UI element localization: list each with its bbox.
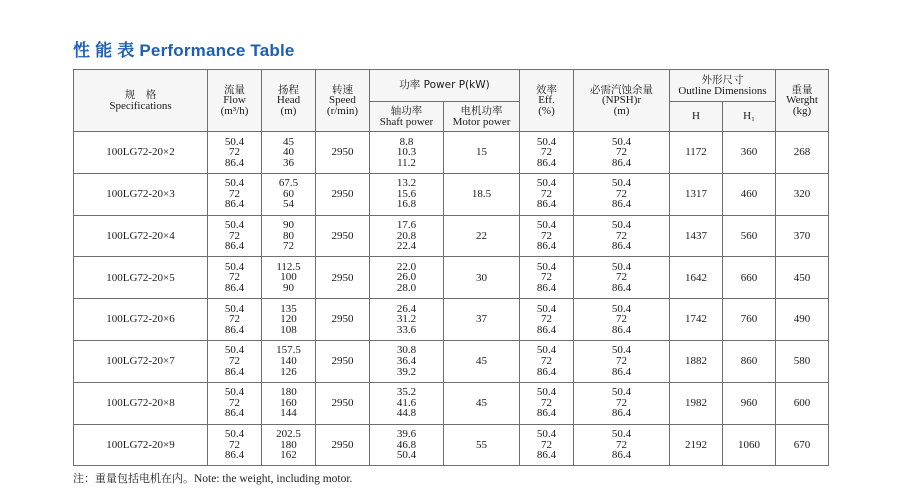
flow-cell [208, 132, 262, 174]
head-cell-value: 180 [280, 386, 297, 399]
shaft-power-cell-value: 46.8 [396, 438, 417, 451]
speed-cell: 2950 [316, 424, 370, 466]
weight-cell: 670 [776, 424, 829, 466]
head-cell-value: 135 [280, 302, 297, 315]
shaft-power-cell [370, 340, 444, 382]
npsh-cell-value: 72 [616, 355, 628, 368]
head-cell-value: 90 [283, 282, 294, 295]
flow-cell [208, 173, 262, 215]
head-cell-value: 162 [280, 449, 297, 462]
npsh-cell-value: 86.4 [611, 365, 632, 378]
npsh-cell-value: 50.4 [611, 135, 632, 148]
shaft-power-cell [370, 215, 444, 257]
performance-table [73, 69, 829, 466]
npsh-cell [574, 382, 670, 424]
npsh-cell-value: 50.4 [611, 177, 632, 190]
npsh-cell-value: 50.4 [611, 219, 632, 232]
header-weight: 重量 Werght (kg) [776, 70, 829, 132]
efficiency-cell-value: 50.4 [536, 135, 557, 148]
head-cell [262, 299, 316, 341]
motor-power-cell: 45 [444, 382, 520, 424]
speed-cell: 2950 [316, 340, 370, 382]
head-cell [262, 257, 316, 299]
flow-cell [208, 257, 262, 299]
flow-cell-value: 86.4 [224, 323, 245, 336]
footnote [73, 470, 352, 486]
table-row [74, 132, 829, 174]
speed-cell: 2950 [316, 132, 370, 174]
flow-cell-value: 72 [229, 229, 240, 242]
head-cell-value: 112.5 [276, 260, 301, 273]
table-row [74, 382, 829, 424]
shaft-power-cell-value: 10.3 [396, 146, 417, 159]
flow-cell-value: 72 [229, 187, 240, 200]
efficiency-cell-value: 86.4 [536, 407, 557, 420]
flow-cell-value: 50.4 [224, 344, 245, 357]
weight-cell: 320 [776, 173, 829, 215]
h-cell: 1317 [670, 173, 723, 215]
flow-cell-value: 50.4 [224, 219, 245, 232]
head-cell-value: 67.5 [278, 177, 299, 190]
table-row [74, 299, 829, 341]
table-row [74, 173, 829, 215]
h1-cell: 560 [723, 215, 776, 257]
efficiency-cell-value: 86.4 [536, 449, 557, 462]
flow-cell-value: 50.4 [224, 302, 245, 315]
h-cell: 1882 [670, 340, 723, 382]
head-cell-value: 36 [283, 156, 294, 169]
npsh-cell-value: 86.4 [611, 240, 632, 253]
flow-cell [208, 340, 262, 382]
head-cell-value: 80 [283, 229, 294, 242]
flow-cell-value: 50.4 [224, 177, 245, 190]
efficiency-cell [520, 382, 574, 424]
shaft-power-cell-value: 16.8 [396, 198, 417, 211]
head-cell-value: 100 [280, 271, 297, 284]
shaft-power-cell-value: 22.0 [396, 260, 417, 273]
efficiency-cell-value: 50.4 [536, 386, 557, 399]
head-cell [262, 340, 316, 382]
shaft-power-cell-value: 11.2 [397, 156, 416, 169]
efficiency-cell-value: 86.4 [536, 282, 557, 295]
efficiency-cell-value: 72 [541, 229, 553, 242]
flow-cell-value: 50.4 [224, 428, 245, 441]
header-specifications: 规 格 Specifications [74, 70, 208, 132]
head-cell-value: 60 [283, 187, 294, 200]
head-cell-value: 54 [283, 198, 294, 211]
flow-cell-value: 86.4 [224, 198, 245, 211]
efficiency-cell-value: 72 [541, 396, 553, 409]
flow-cell-value: 50.4 [224, 260, 245, 273]
motor-power-cell: 45 [444, 340, 520, 382]
head-cell [262, 424, 316, 466]
h1-cell: 360 [723, 132, 776, 174]
shaft-power-cell [370, 299, 444, 341]
speed-cell: 2950 [316, 257, 370, 299]
efficiency-cell [520, 424, 574, 466]
shaft-power-cell [370, 132, 444, 174]
head-cell-value: 120 [280, 313, 297, 326]
model-cell: 100LG72-20×2 [74, 132, 208, 174]
h-cell: 1172 [670, 132, 723, 174]
head-cell-value: 160 [280, 396, 297, 409]
header-npsh: 必需汽蚀余量 (NPSH)r (m) [574, 70, 670, 132]
speed-cell: 2950 [316, 215, 370, 257]
head-cell [262, 382, 316, 424]
efficiency-cell-value: 50.4 [536, 428, 557, 441]
npsh-cell-value: 86.4 [611, 407, 632, 420]
weight-cell: 600 [776, 382, 829, 424]
flow-cell [208, 424, 262, 466]
efficiency-cell-value: 72 [541, 355, 553, 368]
efficiency-cell-value: 50.4 [536, 260, 557, 273]
efficiency-cell-value: 50.4 [536, 302, 557, 315]
shaft-power-cell-value: 28.0 [396, 282, 417, 295]
npsh-cell-value: 72 [616, 313, 628, 326]
npsh-cell-value: 86.4 [611, 449, 632, 462]
header-speed: 转速 Speed (r/min) [316, 70, 370, 132]
header-flow: 流量 Flow (m³/h) [208, 70, 262, 132]
model-cell: 100LG72-20×6 [74, 299, 208, 341]
motor-power-cell: 15 [444, 132, 520, 174]
h-cell: 1982 [670, 382, 723, 424]
shaft-power-cell-value: 20.8 [396, 229, 417, 242]
motor-power-cell: 18.5 [444, 173, 520, 215]
npsh-cell-value: 72 [616, 146, 628, 159]
efficiency-cell [520, 299, 574, 341]
shaft-power-cell-value: 15.6 [396, 187, 417, 200]
header-head: 扬程 Head (m) [262, 70, 316, 132]
head-cell-value: 45 [283, 135, 294, 148]
header-shaft-power: 轴功率 Shaft power [370, 102, 444, 132]
npsh-cell [574, 340, 670, 382]
shaft-power-cell-value: 30.8 [396, 344, 417, 357]
head-cell-value: 126 [280, 365, 297, 378]
h1-cell: 860 [723, 340, 776, 382]
model-cell: 100LG72-20×8 [74, 382, 208, 424]
efficiency-cell [520, 132, 574, 174]
flow-cell-value: 86.4 [224, 449, 245, 462]
weight-cell: 490 [776, 299, 829, 341]
motor-power-cell: 37 [444, 299, 520, 341]
npsh-cell [574, 132, 670, 174]
flow-cell-value: 50.4 [224, 135, 245, 148]
head-cell-value: 144 [280, 407, 297, 420]
npsh-cell-value: 72 [616, 229, 628, 242]
efficiency-cell [520, 215, 574, 257]
flow-cell-value: 72 [229, 438, 240, 451]
shaft-power-cell-value: 33.6 [396, 323, 417, 336]
model-cell: 100LG72-20×4 [74, 215, 208, 257]
shaft-power-cell [370, 382, 444, 424]
model-cell: 100LG72-20×9 [74, 424, 208, 466]
efficiency-cell [520, 257, 574, 299]
table-row [74, 215, 829, 257]
shaft-power-cell-value: 50.4 [396, 449, 417, 462]
flow-cell [208, 382, 262, 424]
efficiency-cell-value: 72 [541, 438, 553, 451]
motor-power-cell: 30 [444, 257, 520, 299]
flow-cell-value: 86.4 [224, 282, 245, 295]
motor-power-cell: 55 [444, 424, 520, 466]
shaft-power-cell-value: 13.2 [396, 177, 417, 190]
efficiency-cell-value: 86.4 [536, 156, 557, 169]
header-power: 功率 Power P(kW) [370, 70, 520, 102]
flow-cell [208, 299, 262, 341]
npsh-cell [574, 173, 670, 215]
footnote-cn: 注：重量包括电机在内。 [73, 472, 194, 485]
flow-cell-value: 50.4 [224, 386, 245, 399]
h1-cell: 1060 [723, 424, 776, 466]
npsh-cell-value: 86.4 [611, 156, 632, 169]
npsh-cell-value: 50.4 [611, 428, 632, 441]
table-row [74, 424, 829, 466]
efficiency-cell-value: 50.4 [536, 344, 557, 357]
shaft-power-cell-value: 39.2 [396, 365, 417, 378]
speed-cell: 2950 [316, 299, 370, 341]
shaft-power-cell [370, 424, 444, 466]
flow-cell-value: 86.4 [224, 407, 245, 420]
flow-cell-value: 86.4 [224, 156, 245, 169]
npsh-cell [574, 424, 670, 466]
h-cell: 1742 [670, 299, 723, 341]
efficiency-cell-value: 86.4 [536, 240, 557, 253]
head-cell [262, 173, 316, 215]
efficiency-cell-value: 72 [541, 146, 553, 159]
shaft-power-cell-value: 17.6 [396, 219, 417, 232]
model-cell: 100LG72-20×7 [74, 340, 208, 382]
efficiency-cell [520, 173, 574, 215]
efficiency-cell-value: 86.4 [536, 323, 557, 336]
table-row [74, 257, 829, 299]
shaft-power-cell [370, 257, 444, 299]
speed-cell: 2950 [316, 382, 370, 424]
npsh-cell [574, 215, 670, 257]
shaft-power-cell-value: 39.6 [396, 428, 417, 441]
h1-cell: 960 [723, 382, 776, 424]
model-cell: 100LG72-20×5 [74, 257, 208, 299]
head-cell-value: 202.5 [276, 428, 301, 441]
h1-cell: 460 [723, 173, 776, 215]
motor-power-cell: 22 [444, 215, 520, 257]
h-cell: 1437 [670, 215, 723, 257]
efficiency-cell [520, 340, 574, 382]
h-cell: 2192 [670, 424, 723, 466]
flow-cell [208, 215, 262, 257]
head-cell [262, 215, 316, 257]
shaft-power-cell-value: 44.8 [396, 407, 417, 420]
head-cell-value: 108 [280, 323, 297, 336]
shaft-power-cell-value: 31.2 [396, 313, 417, 326]
npsh-cell [574, 299, 670, 341]
npsh-cell-value: 50.4 [611, 386, 632, 399]
table-row [74, 340, 829, 382]
header-outline-dimensions: 外形尺寸 Outline Dimensions [670, 70, 776, 102]
npsh-cell-value: 86.4 [611, 323, 632, 336]
shaft-power-cell-value: 35.2 [396, 386, 417, 399]
head-cell [262, 132, 316, 174]
npsh-cell-value: 50.4 [611, 260, 632, 273]
header-motor-power: 电机功率 Motor power [444, 102, 520, 132]
page-title: 性 能 表 Performance Table [73, 41, 295, 60]
header-efficiency: 效率 Eff. (%) [520, 70, 574, 132]
npsh-cell-value: 72 [616, 438, 628, 451]
weight-cell: 268 [776, 132, 829, 174]
shaft-power-cell-value: 26.4 [396, 302, 417, 315]
model-cell: 100LG72-20×3 [74, 173, 208, 215]
h-cell: 1642 [670, 257, 723, 299]
efficiency-cell-value: 86.4 [536, 365, 557, 378]
efficiency-cell-value: 50.4 [536, 177, 557, 190]
weight-cell: 580 [776, 340, 829, 382]
flow-cell-value: 72 [229, 396, 240, 409]
head-cell-value: 180 [280, 438, 297, 451]
npsh-cell-value: 86.4 [611, 198, 632, 211]
shaft-power-cell-value: 8.8 [399, 135, 414, 148]
flow-cell-value: 72 [229, 146, 240, 159]
efficiency-cell-value: 72 [541, 187, 553, 200]
flow-cell-value: 72 [229, 313, 240, 326]
weight-cell: 370 [776, 215, 829, 257]
npsh-cell-value: 72 [616, 396, 628, 409]
npsh-cell [574, 257, 670, 299]
flow-cell-value: 72 [229, 271, 240, 284]
shaft-power-cell [370, 173, 444, 215]
flow-cell-value: 86.4 [224, 365, 245, 378]
shaft-power-cell-value: 41.6 [396, 396, 417, 409]
header-h: H [670, 102, 723, 132]
header-h1: H₁ [723, 102, 776, 132]
efficiency-cell-value: 86.4 [536, 198, 557, 211]
head-cell-value: 157.5 [276, 344, 301, 357]
head-cell-value: 72 [283, 240, 294, 253]
head-cell-value: 140 [280, 355, 297, 368]
shaft-power-cell-value: 22.4 [396, 240, 417, 253]
npsh-cell-value: 86.4 [611, 282, 632, 295]
flow-cell-value: 72 [229, 355, 240, 368]
efficiency-cell-value: 72 [541, 313, 553, 326]
efficiency-cell-value: 72 [541, 271, 553, 284]
footnote-en: Note: the weight, including motor. [194, 473, 353, 485]
head-cell-value: 40 [283, 146, 294, 159]
efficiency-cell-value: 50.4 [536, 219, 557, 232]
flow-cell-value: 86.4 [224, 240, 245, 253]
shaft-power-cell-value: 26.0 [396, 271, 417, 284]
h1-cell: 760 [723, 299, 776, 341]
npsh-cell-value: 72 [616, 271, 628, 284]
npsh-cell-value: 50.4 [611, 302, 632, 315]
speed-cell: 2950 [316, 173, 370, 215]
head-cell-value: 90 [283, 219, 294, 232]
h1-cell: 660 [723, 257, 776, 299]
weight-cell: 450 [776, 257, 829, 299]
shaft-power-cell-value: 36.4 [396, 355, 417, 368]
npsh-cell-value: 72 [616, 187, 628, 200]
npsh-cell-value: 50.4 [611, 344, 632, 357]
